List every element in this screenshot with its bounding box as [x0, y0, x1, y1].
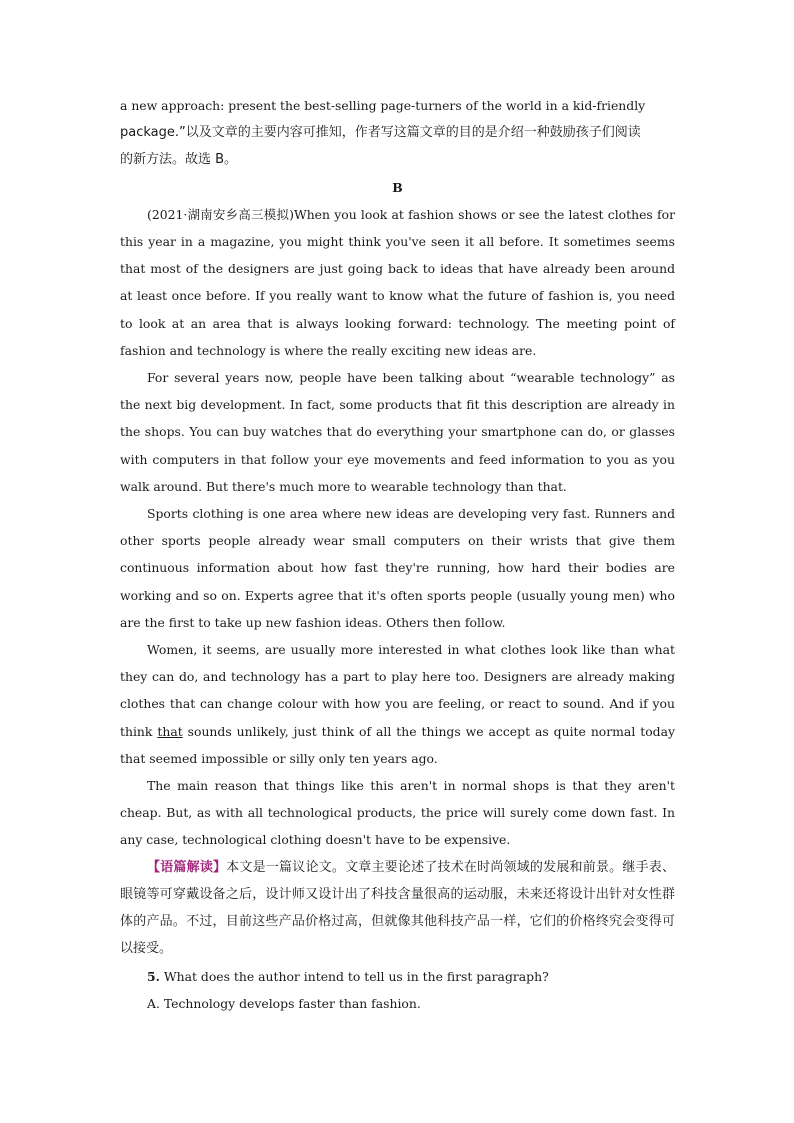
- question-5: [120, 963, 675, 990]
- intro-line-1: a new approach: present the best-selling page-turners of the world in a kid-friendly: [120, 98, 646, 113]
- question-option-a: A. Technology develops faster than fashion.: [147, 995, 421, 1011]
- analysis-tag: 【语篇解读】: [147, 859, 227, 875]
- passage-paragraph-5: The main reason that things like this aren't in normal shops is that they aren't cheap. But, as with all technological products, the price will surely come down fast. In any case, technological clothing doesn't have to be expensive.: [120, 778, 675, 848]
- passage-paragraph-4: [120, 636, 675, 772]
- paragraph-4-part-b: sounds unlikely, just think of all the things we accept as quite normal today that seemed impossible or silly only ten years ago.: [120, 723, 675, 766]
- passage-paragraph-1: (2021·湖南安乡高三模拟)When you look at fashion shows or see the latest clothes for this year in a magazine, you might think you've seen it all before. It sometimes seems that most of the designers are just going back to ideas that have already been around at least once before. If you really want to know what the future of fashion is, you need to look at an area that is always looking forward: technology. The meeting point of fashion and technology is where the really exciting new ideas are.: [120, 206, 675, 358]
- document-page: [120, 92, 675, 1017]
- passage-paragraph-2: For several years now, people have been talking about “wearable technology” as the next big development. In fact, some products that fit this description are already in the shops. You can buy watches that do everything your smartphone can do, or glasses with computers in that follow your eye movements and feed information to you as you walk around. But there's much more to wearable technology than that.: [120, 370, 675, 494]
- section-letter: B: [392, 179, 403, 195]
- intro-line-2: package.”以及文章的主要内容可推知，作者写这篇文章的目的是介绍一种鼓励孩子们阅读: [120, 125, 641, 141]
- question-number: 5.: [147, 968, 160, 984]
- intro-line-3: 的新方法。故选 B。: [120, 152, 238, 168]
- paragraph-4-part-a: Women, it seems, are usually more interested in what clothes look like than what they can do, and technology has a part to play here too. Designers are already making clothes that can change colour with how you are feeling, or react to sound. And if you think: [120, 642, 675, 739]
- passage-paragraph-3: Sports clothing is one area where new ideas are developing very fast. Runners and other sports people already wear small computers on their wrists that give them continuous information about how fast they're running, how hard their bodies are working and so on. Experts agree that it's often sports people (usually young men) who are the first to take up new fashion ideas. Others then follow.: [120, 506, 675, 630]
- underlined-word: that: [157, 723, 183, 739]
- analysis-text: 本文是一篇议论文。文章主要论述了技术在时尚领域的发展和前景。继手表、眼镜等可穿戴设备之后，设计师又设计出了科技含量很高的运动服，未来还将设计出针对女性群体的产品。不过，目前这些产品价格过高，但就像其他科技产品一样，它们的价格终究会变得可以接受。: [120, 859, 675, 957]
- question-text: What does the author intend to tell us in the first paragraph?: [159, 968, 549, 984]
- analysis-paragraph: [120, 854, 675, 963]
